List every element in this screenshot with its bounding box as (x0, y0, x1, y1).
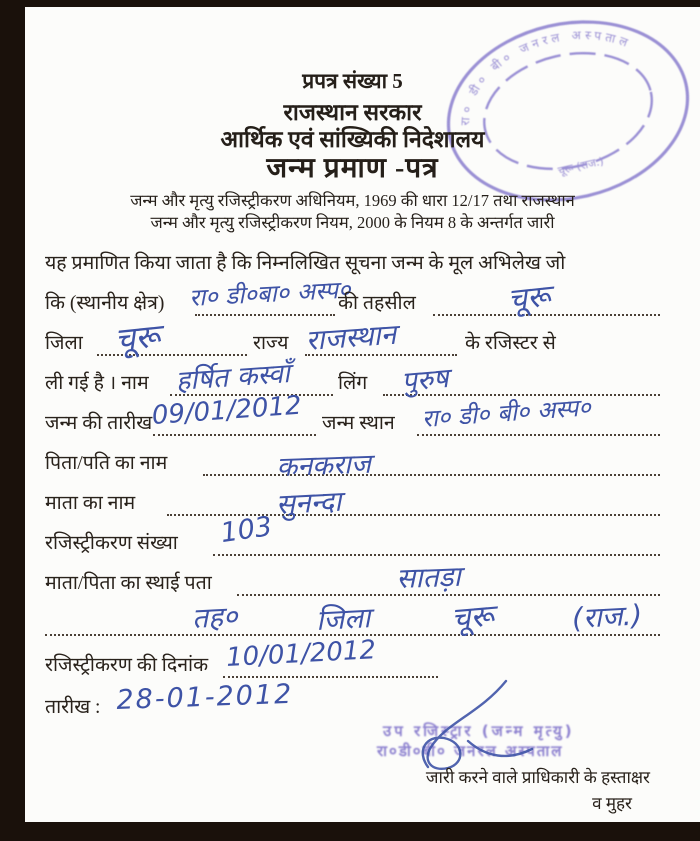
father-name-label: पिता/पति का नाम (45, 453, 168, 474)
district-value: चूरू (112, 316, 162, 360)
mother-name-label: माता का नाम (45, 493, 136, 514)
office-stamp-line1: उप रजिस्ट्रार (जन्म मृत्यु) (383, 722, 575, 740)
round-stamp-bottom-text: चूरू (राज.) (556, 154, 605, 178)
father-name-value: कनकराज (275, 448, 372, 484)
state-label: राज्य (253, 333, 289, 354)
issue-date-value: 28-01-2012 (115, 678, 294, 716)
birthplace-label: जन्म स्थान (322, 413, 395, 434)
sex-value: पुरुष (400, 363, 450, 399)
registration-number-label: रजिस्ट्रीकरण संख्या (45, 533, 178, 554)
government-name: राजस्थान सरकार (283, 100, 422, 125)
round-stamp-ring-text: रा० डी० बी० जनरल अस्पताल (458, 28, 634, 126)
office-stamp-line2: रा०डी०बी० जनरल अस्पताल (377, 742, 564, 760)
address-line2-tehsil: तह० (191, 599, 239, 636)
form-number: प्रपत्र संख्या 5 (302, 69, 403, 93)
directorate-name: आर्थिक एवं सांख्यिकी निदेशालय (220, 127, 485, 152)
registration-date-label: रजिस्ट्रीकरण की दिनांक (45, 655, 209, 676)
act-line-2: जन्म और मृत्यु रजिस्ट्रीकरण नियम, 2000 के नियम 8 के अन्तर्गत जारी (150, 213, 555, 232)
act-line-1: जन्म और मृत्यु रजिस्ट्रीकरण अधिनियम, 1969 की धारा 12/17 तथा राजस्थान (130, 191, 575, 210)
address-line2-churu: चूरू (449, 598, 496, 638)
dotted-line (203, 448, 660, 476)
taken-from-label: ली गई है । नाम (45, 373, 149, 394)
registration-number-value: 103 (218, 511, 275, 549)
birthplace-value: रा० डी० बी० अस्प० (420, 393, 592, 434)
signature-caption-line2: व मुहर (592, 794, 632, 813)
intro-line: यह प्रमाणित किया जाता है कि निम्नलिखित सूचना जन्म के मूल अभिलेख जो (45, 253, 566, 274)
dotted-line (167, 488, 660, 516)
address-line2-district-word: जिला (315, 601, 372, 638)
district-label: जिला (45, 333, 83, 354)
certificate-paper (25, 7, 700, 822)
tehsil-label: की तहसील (338, 293, 416, 314)
address-value: सातड़ा (395, 559, 462, 596)
child-name-value: हर्षित कस्वाँ (174, 358, 291, 398)
local-area-label: कि (स्थानीय क्षेत्र) (45, 293, 165, 314)
state-value: राजस्थान (304, 317, 398, 358)
tehsil-value: चूरू (506, 278, 553, 319)
signature-caption-line1: जारी करने वाले प्राधिकारी के हस्ताक्षर (425, 768, 650, 787)
address-label: माता/पिता का स्थाई पता (45, 573, 212, 594)
dob-label: जन्म की तारीख (45, 413, 153, 434)
mother-name-value: सुनन्दा (275, 484, 343, 522)
registration-date-value: 10/01/2012 (225, 635, 377, 673)
register-suffix: के रजिस्टर से (465, 333, 556, 354)
dob-value: 09/01/2012 (150, 390, 303, 431)
sex-label: लिंग (338, 373, 368, 394)
local-area-value: रा० डी०बा० अस्प० (188, 275, 352, 313)
certificate-title: जन्म प्रमाण -पत्र (266, 153, 439, 184)
issue-date-label: तारीख : (45, 697, 101, 718)
address-line2-state-abbr: (राज.) (571, 598, 644, 636)
dotted-line (213, 528, 660, 556)
